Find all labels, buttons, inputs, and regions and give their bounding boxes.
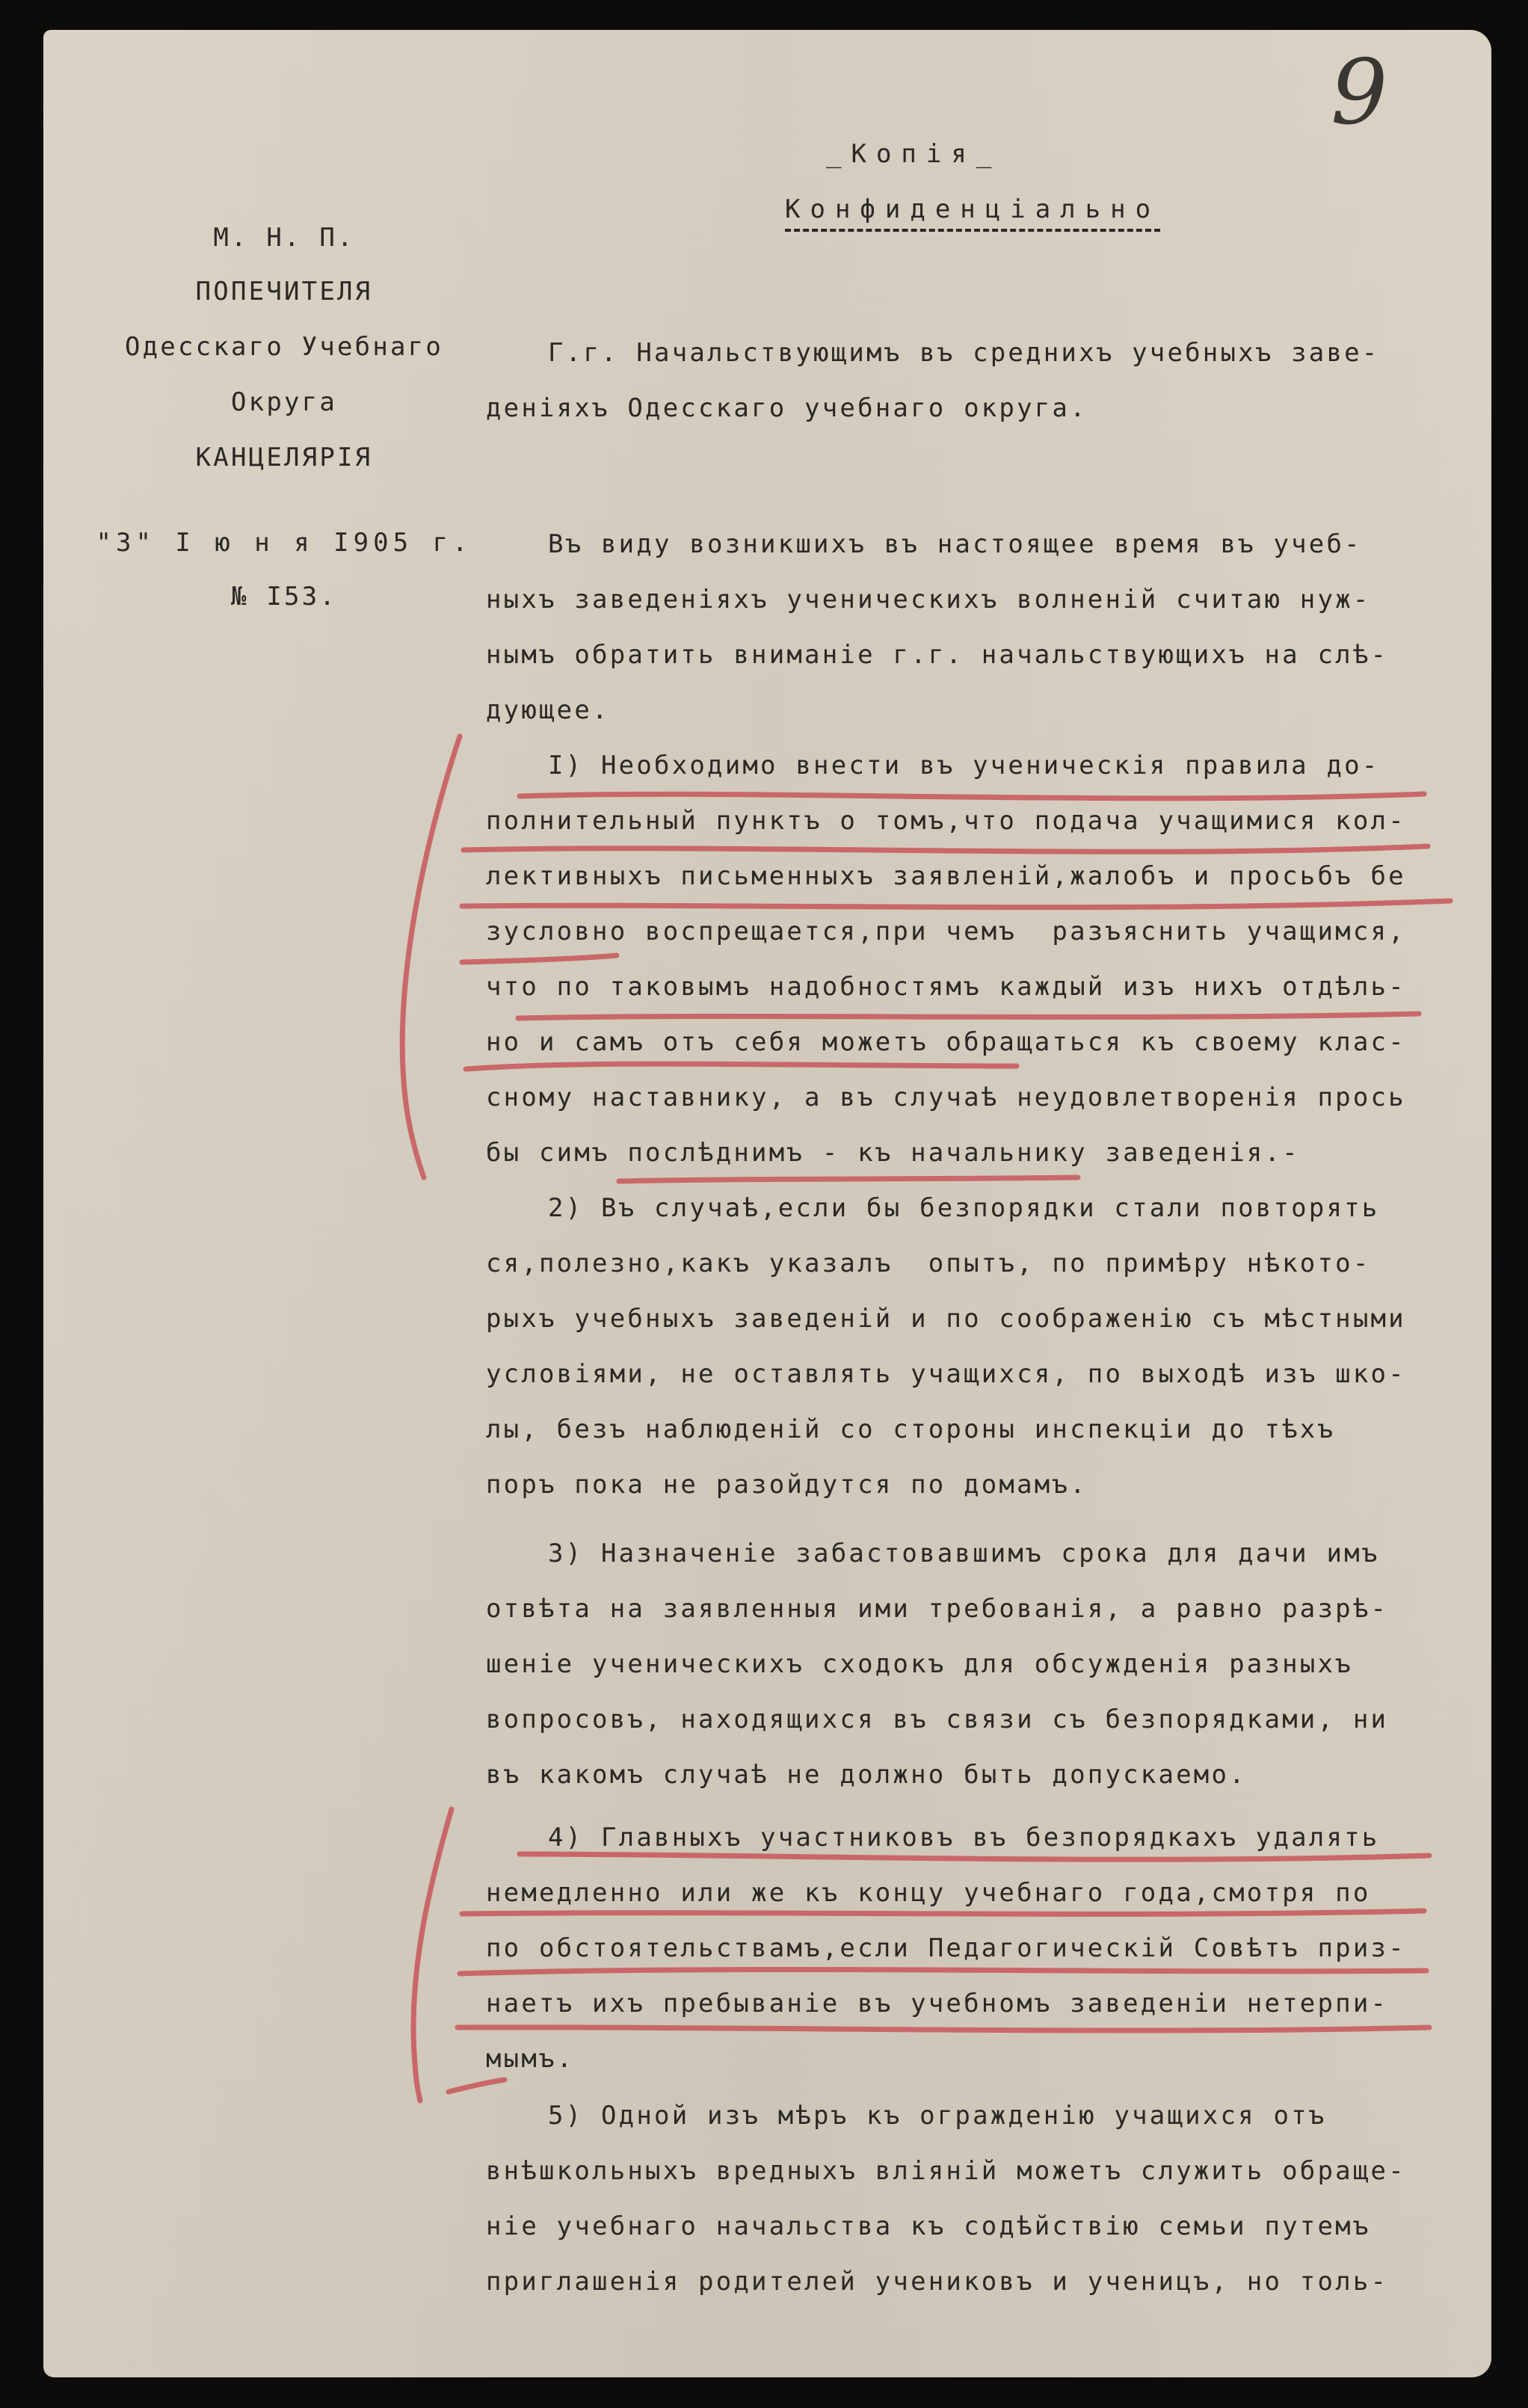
point4-line: наетъ ихъ пребываніе въ учебномъ заведеніи нетерпи-	[486, 1989, 1389, 2019]
point1-line: что по таковымъ надобностямъ каждый изъ нихъ отдѣль-	[486, 972, 1406, 1002]
point5-line: внѣшкольныхъ вредныхъ вліяній можетъ служить обраще-	[486, 2156, 1406, 2186]
sender-line: КАНЦЕЛЯРIЯ	[195, 443, 373, 472]
point1-line: но и самъ отъ себя можетъ обращаться къ своему клас-	[486, 1027, 1406, 1057]
sender-line: Одесскаго Учебнаго	[124, 332, 444, 362]
addressee-line: деніяхъ Одесскаго учебнаго округа.	[486, 393, 1088, 423]
point3-line: отвѣта на заявленныя ими требованія, а равно разрѣ-	[486, 1594, 1389, 1624]
copy-label: _Копія_	[826, 139, 1002, 169]
point1-line: I) Необходимо внести въ ученическія правила до-	[548, 751, 1380, 780]
addressee-line: Г.г. Начальствующимъ въ среднихъ учебныхъ заве-	[548, 338, 1380, 368]
point5-line: ніе учебнаго начальства къ содѣйствію семьи путемъ	[486, 2211, 1371, 2241]
point2-line: ся,полезно,какъ указалъ опытъ, по примѣру нѣкото-	[486, 1248, 1371, 1278]
intro-line: ныхъ заведеніяхъ ученическихъ волненій считаю нуж-	[486, 585, 1371, 615]
point4-line: немедленно или же къ концу учебнаго года,смотря по	[486, 1878, 1371, 1908]
intro-line: Въ виду возникшихъ въ настоящее время въ учеб-	[548, 529, 1362, 559]
point5-line: 5) Одной изъ мѣръ къ огражденію учащихся отъ	[548, 2101, 1327, 2131]
point2-line: поръ пока не разойдутся по домамъ.	[486, 1470, 1088, 1500]
point2-line: условіями, не оставлять учащихся, по выходѣ изъ шко-	[486, 1359, 1406, 1389]
point3-line: 3) Назначеніе забастовавшимъ срока для дачи имъ	[548, 1539, 1380, 1568]
point3-line: въ какомъ случаѣ не должно быть допускаемо.	[486, 1760, 1247, 1790]
sender-line: М. Н. П.	[213, 223, 355, 253]
point1-line: зусловно воспрещается,при чемъ разъяснить учащимся,	[486, 917, 1406, 946]
document-date: "3" I ю н я I905 г.	[96, 528, 472, 558]
intro-line: дующее.	[486, 695, 610, 725]
point3-line: шеніе ученическихъ сходокъ для обсужденія разныхъ	[486, 1649, 1353, 1679]
point4-line: 4) Главныхъ участниковъ въ безпорядкахъ удалять	[548, 1823, 1380, 1853]
point5-line: приглашенія родителей учениковъ и ученицъ, но толь-	[486, 2267, 1389, 2297]
sender-line: Округа	[230, 387, 338, 417]
handwritten-page-number: 9	[1331, 41, 1388, 145]
point1-line: лективныхъ письменныхъ заявленій,жалобъ и просьбъ бе	[486, 861, 1406, 891]
point4-line: по обстоятельствамъ,если Педагогическій Совѣтъ приз-	[486, 1933, 1406, 1963]
sender-line: ПОПЕЧИТЕЛЯ	[195, 277, 373, 307]
point2-line: 2) Въ случаѣ,если бы безпорядки стали повторять	[548, 1193, 1380, 1223]
intro-line: нымъ обратить вниманіе г.г. начальствующихъ на слѣ-	[486, 640, 1389, 670]
point3-line: вопросовъ, находящихся въ связи съ безпорядками, ни	[486, 1705, 1389, 1734]
document-number: № I53.	[230, 582, 338, 612]
point1-line: сному наставнику, а въ случаѣ неудовлетворенія прось	[486, 1083, 1406, 1112]
point4-line: мымъ.	[486, 2044, 575, 2074]
confidential-label: Конфиденціально	[785, 193, 1160, 232]
point1-line: бы симъ послѣднимъ - къ начальнику заведенія.-	[486, 1138, 1300, 1168]
point2-line: рыхъ учебныхъ заведеній и по соображенію съ мѣстными	[486, 1304, 1406, 1334]
point1-line: полнительный пунктъ о томъ,что подача учащимися кол-	[486, 806, 1406, 836]
point2-line: лы, безъ наблюденій со стороны инспекціи до тѣхъ	[486, 1414, 1336, 1444]
